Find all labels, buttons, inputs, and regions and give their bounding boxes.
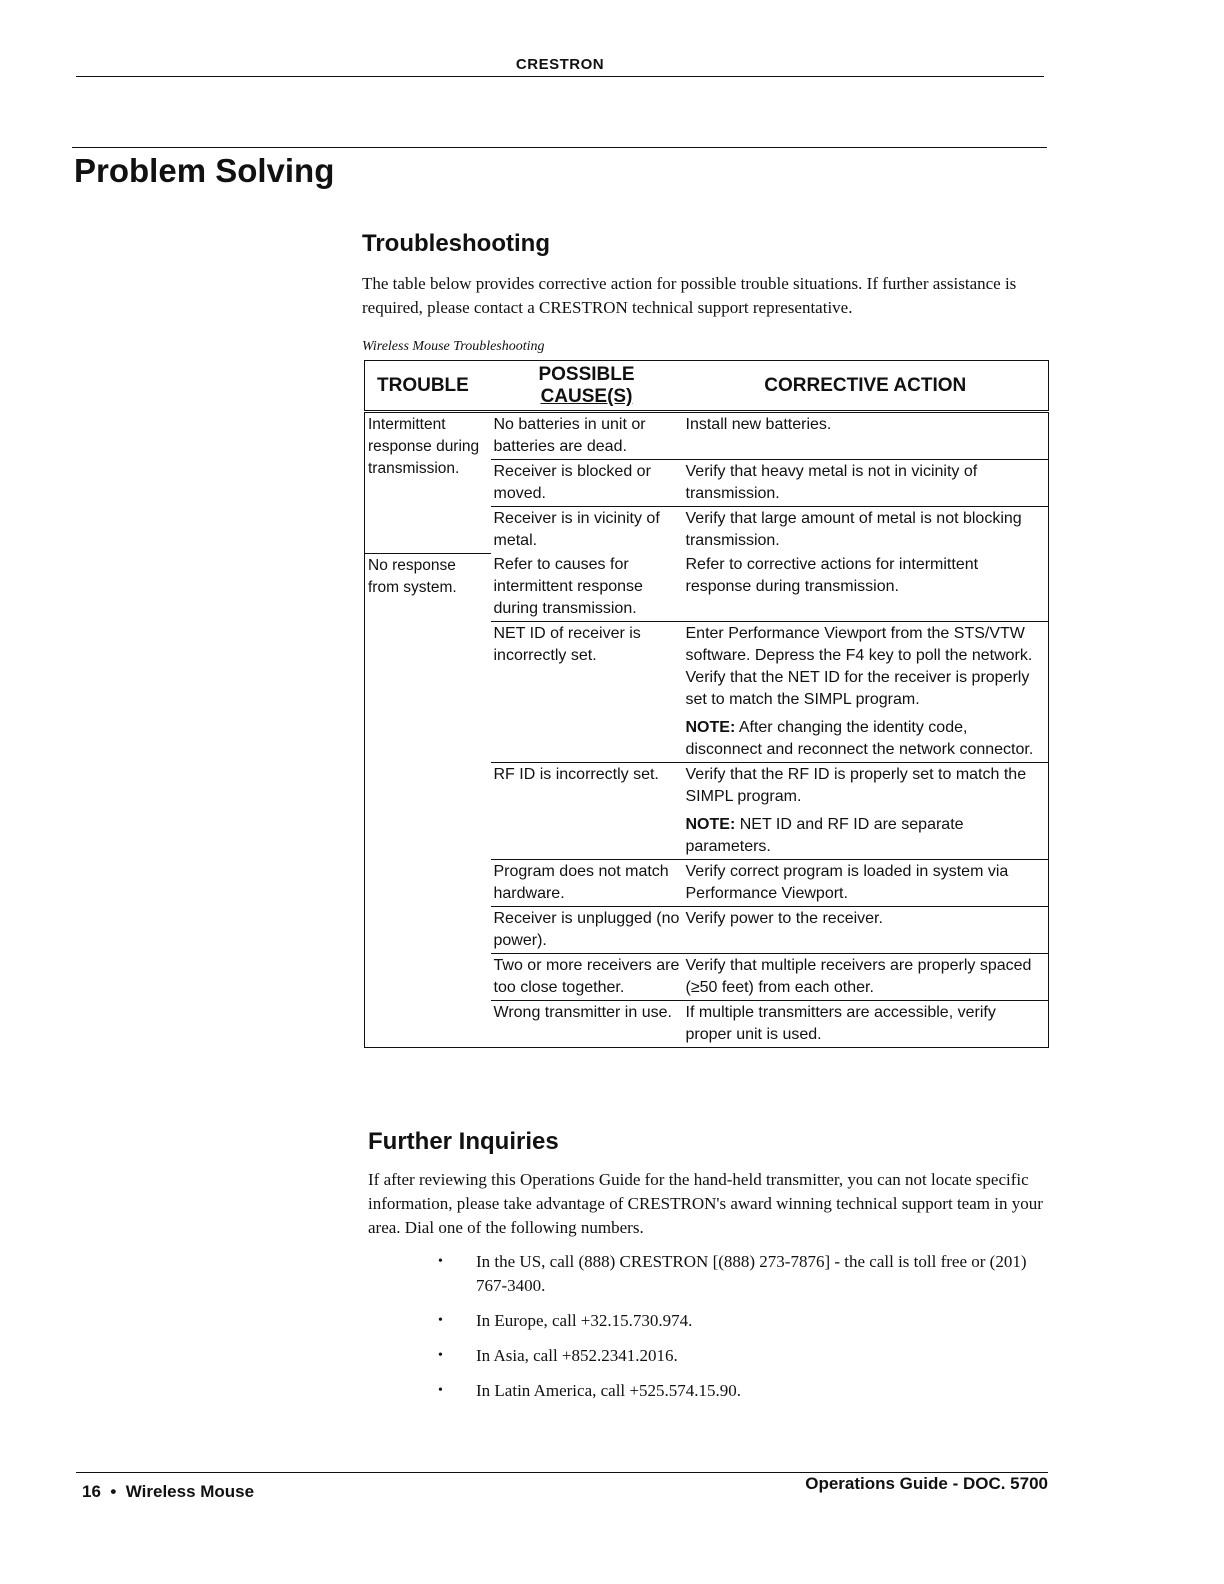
action-cell: Verify power to the receiver. — [683, 907, 1049, 954]
note — [686, 717, 1046, 761]
note-text: NET ID and RF ID are separate parameters. — [685, 816, 964, 855]
column-header-cause-line2: CAUSE(S) — [540, 386, 633, 407]
action-cell: Verify that heavy metal is not in vicinity of transmission. — [683, 460, 1049, 507]
note — [686, 814, 1046, 858]
list-item-text: In Asia, call +852.2341.2016. — [476, 1346, 678, 1365]
further-inquiries-intro: If after reviewing this Operations Guide for the hand-held transmitter, you can not locate specific information, please take advantage of CRESTRON's award winning technical support team in your area. Dial one of the following numbers. — [368, 1170, 1043, 1237]
table-header-row — [365, 361, 1049, 412]
action-cell: Refer to corrective actions for intermittent response during transmission. — [685, 556, 979, 595]
footer-doc-label: Operations Guide - DOC. 5700 — [805, 1474, 1048, 1493]
list-item-text: In Latin America, call +525.574.15.90. — [476, 1381, 741, 1400]
cause-cell: Program does not match hardware. — [491, 860, 683, 907]
bullet-icon: • — [438, 1313, 443, 1328]
list-item — [438, 1309, 1048, 1333]
cause-cell: No batteries in unit or batteries are dead. — [493, 416, 646, 455]
further-inquiries-heading: Further Inquiries — [368, 1128, 559, 1155]
cause-cell: NET ID of receiver is incorrectly set. — [491, 622, 683, 763]
table-caption: Wireless Mouse Troubleshooting — [362, 339, 545, 354]
action-cell: Verify that large amount of metal is not blocking transmission. — [683, 507, 1049, 554]
cause-cell: Receiver is blocked or moved. — [491, 460, 683, 507]
bullet-icon: • — [438, 1348, 443, 1363]
page-header-brand: CRESTRON — [515, 56, 605, 73]
cause-cell: Refer to causes for intermittent response during transmission. — [493, 556, 643, 617]
trouble-cell: No response from system. — [368, 556, 457, 596]
bullet-icon: • — [438, 1254, 443, 1269]
list-item-text: In Europe, call +32.15.730.974. — [476, 1311, 693, 1330]
column-header-cause — [491, 361, 683, 412]
troubleshooting-intro: The table below provides corrective action for possible trouble situations. If further assistance is required, please contact a CRESTRON technical support representative. — [362, 274, 1017, 317]
troubleshooting-heading: Troubleshooting — [362, 230, 550, 257]
action-cell: Verify correct program is loaded in system via Performance Viewport. — [683, 860, 1049, 907]
cause-cell: Wrong transmitter in use. — [491, 1001, 683, 1048]
section-title: Problem Solving — [74, 152, 335, 189]
cause-cell: Receiver is in vicinity of metal. — [491, 507, 683, 554]
bullet-icon: • — [438, 1383, 443, 1398]
action-cell — [683, 622, 1049, 763]
cause-cell: Two or more receivers are too close together. — [491, 954, 683, 1001]
action-text: Verify that the RF ID is properly set to match the SIMPL program. — [685, 766, 1027, 805]
list-item — [438, 1250, 1048, 1298]
trouble-cell: Intermittent response during transmission. — [365, 412, 491, 554]
action-cell: If multiple transmitters are accessible, verify proper unit is used. — [683, 1001, 1049, 1048]
footer-divider — [76, 1472, 1048, 1473]
footer-page-label: 16 • Wireless Mouse — [82, 1482, 255, 1501]
column-header-action: CORRECTIVE ACTION — [683, 361, 1049, 412]
table-row — [365, 412, 1049, 460]
note-label: NOTE: — [685, 816, 736, 833]
contact-number-list — [438, 1250, 1048, 1414]
action-cell: Install new batteries. — [685, 416, 832, 433]
cause-cell: Receiver is unplugged (no power). — [491, 907, 683, 954]
table-row — [365, 553, 1049, 622]
note-text: After changing the identity code, disconnect and reconnect the network connector. — [685, 719, 1034, 758]
action-text: Enter Performance Viewport from the STS/VTW software. Depress the F4 key to poll the network. Verify that the NET ID for the receiver is properly set to match the SIMPL program. — [685, 625, 1033, 708]
section-divider — [72, 147, 1047, 148]
header-divider — [76, 76, 1044, 77]
list-item — [438, 1379, 1048, 1403]
action-cell — [683, 763, 1049, 860]
list-item-text: In the US, call (888) CRESTRON [(888) 273-7876] - the call is toll free or (201) 767-3400. — [476, 1252, 1027, 1295]
troubleshooting-table — [364, 360, 1049, 1048]
column-header-cause-line1: POSSIBLE — [538, 364, 635, 385]
note-label: NOTE: — [685, 719, 736, 736]
cause-cell: RF ID is incorrectly set. — [491, 763, 683, 860]
list-item — [438, 1344, 1048, 1368]
column-header-trouble: TROUBLE — [365, 361, 491, 412]
action-cell: Verify that multiple receivers are properly spaced (≥50 feet) from each other. — [683, 954, 1049, 1001]
